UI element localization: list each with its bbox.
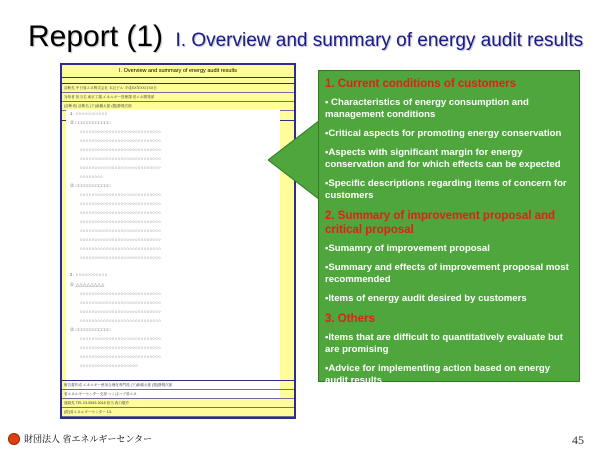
document-text-line: ○○○○○○○○○○○○○○○○○○○○○○○○○○○○ <box>80 300 162 305</box>
section-heading: 3. Others <box>325 313 375 325</box>
document-header: I. Overview and summary of energy audit results <box>62 65 294 78</box>
document-text-line: 2. ○○○○○○○○○○○ <box>70 272 108 277</box>
footer-row: 報告書作成 エネルギー使用合理化専門員 (下)新橋太郎 (製)静岡次郎 <box>62 381 294 390</box>
document-text-line: ② □□□□□□□□□□□□ <box>70 327 111 332</box>
section-item: •Specific descriptions regarding items of concern for customers <box>325 178 567 201</box>
slide-title-main: Report (1) <box>28 20 164 53</box>
document-text-line: ○○○○○○○○○○○○○○○○○○○○○○○○○○○○ <box>80 156 162 161</box>
document-text-line: ○○○○○○○○○○○○○○○○○○○○○○○○○○○○ <box>80 309 162 314</box>
document-text-line: ○○○○○○○○○○○○○○○○○○○○○○○○○○○○ <box>80 201 162 206</box>
document-text-line: ○○○○○○○○○○○○○○○○○○○○○○○○○○○○ <box>80 147 162 152</box>
section-item: •Advice for implementing action based on energy audit results <box>325 363 551 386</box>
section-heading: 2. Summary of improvement proposal and critical proposal <box>325 210 556 236</box>
document-text-line: ② □□□□□□□□□□□□ <box>70 120 111 125</box>
callout-pointer-icon <box>268 120 320 200</box>
organization-logo <box>8 432 152 445</box>
section-item: •Items that are difficult to quantitatively evaluate but are promising <box>325 332 563 355</box>
section-item: •Critical aspects for promoting energy conservation <box>325 128 562 139</box>
section-item: •Sumamry of improvement proposal <box>325 243 490 254</box>
document-text-line: ○○○○○○○○○○○○○○○○○○○○○○○○○○○○ <box>80 219 162 224</box>
document-text-line: ○○○○○○○○○○○○○○○○○○○○○○○○○○○○ <box>80 318 162 323</box>
document-text-line: ○○○○○○○○ <box>80 174 104 179</box>
section-heading: 1. Current conditions of customers <box>325 78 517 90</box>
section-item: •Summary and effects of improvement proposal most recommended <box>325 262 569 285</box>
section-item: •Items of energy audit desired by customers <box>325 293 527 304</box>
page-number: 45 <box>572 433 584 447</box>
footer-row: 省エネルギーセンター支部 つくばハブ省エネ <box>62 390 294 399</box>
document-text-line: ○○○○○○○○○○○○○○○○○○○○○○○○○○○○ <box>80 210 162 215</box>
document-text-line: ○○○○○○○○○○○○○○○○○○○○○○○○○○○○ <box>80 228 162 233</box>
organization-name: 財団法人 省エネルギーセンター <box>24 434 152 444</box>
meta-row: 対象者 担当名 東京工場 エネルギー管理課 省エネ開発部 <box>62 93 294 102</box>
document-text-line: ○○○○○○○○○○○○○○○○○○○○○○○○○○○○ <box>80 291 162 296</box>
document-text-line: ○○○○○○○○○○○○○○○○○○○○○○○○○○○○ <box>80 138 162 143</box>
document-text-line: ○○○○○○○○○○○○○○○○○○○○ <box>80 363 138 368</box>
document-text-line: ② □□□□□□□□□□□□ <box>70 183 111 188</box>
document-text-line: ○○○○○○○○○○○○○○○○○○○○○○○○○○○○ <box>80 246 162 251</box>
callout-box <box>318 70 580 386</box>
document-text-line: ○○○○○○○○○○○○○○○○○○○○○○○○○○○○ <box>80 237 162 242</box>
document-text-line: ○○○○○○○○○○○○○○○○○○○○○○○○○○○○ <box>80 129 162 134</box>
footer-row: (財)省エネルギーセンター 1/1 <box>62 408 294 417</box>
document-text-line: ○○○○○○○○○○○○○○○○○○○○○○○○○○○○ <box>80 336 162 341</box>
slide-title <box>28 20 583 54</box>
document-text-line: ○○○○○○○○○○○○○○○○○○○○○○○○○○○○ <box>80 345 162 350</box>
section-item: • Characteristics of energy consumption and management conditions <box>325 97 529 120</box>
document-text-line: ○○○○○○○○○○○○○○○○○○○○○○○○○○○○ <box>80 255 162 260</box>
footer-row: 連絡先 TEL 03-5543-3018 担当 西口敬介 <box>62 399 294 408</box>
section-item: •Aspects with significant margin for energy conservation and for which effects can be expected <box>325 147 561 170</box>
document-text-line: 1. ○○○○○○○○○○○ <box>70 111 108 116</box>
meta-row: (診断者) 診断名 (下)新橋太郎 (製)静岡次郎 <box>62 102 294 111</box>
slide-subtitle: I. Overview and summary of energy audit results <box>175 30 584 51</box>
document-body <box>66 109 280 399</box>
document-text-line: ① △△△△△△△△ <box>70 282 105 287</box>
meta-row: 診断先 中日省エネ株式会社 本社ビル 平成XX年XX月XX日 <box>62 84 294 93</box>
report-document-thumbnail <box>60 63 296 419</box>
document-text-line: ○○○○○○○○○○○○○○○○○○○○○○○○○○○○ <box>80 165 162 170</box>
document-footer-table <box>62 380 294 417</box>
document-text-line: ○○○○○○○○○○○○○○○○○○○○○○○○○○○○ <box>80 354 162 359</box>
document-text-line: ○○○○○○○○○○○○○○○○○○○○○○○○○○○○ <box>80 192 162 197</box>
org-emblem-icon <box>8 433 20 445</box>
